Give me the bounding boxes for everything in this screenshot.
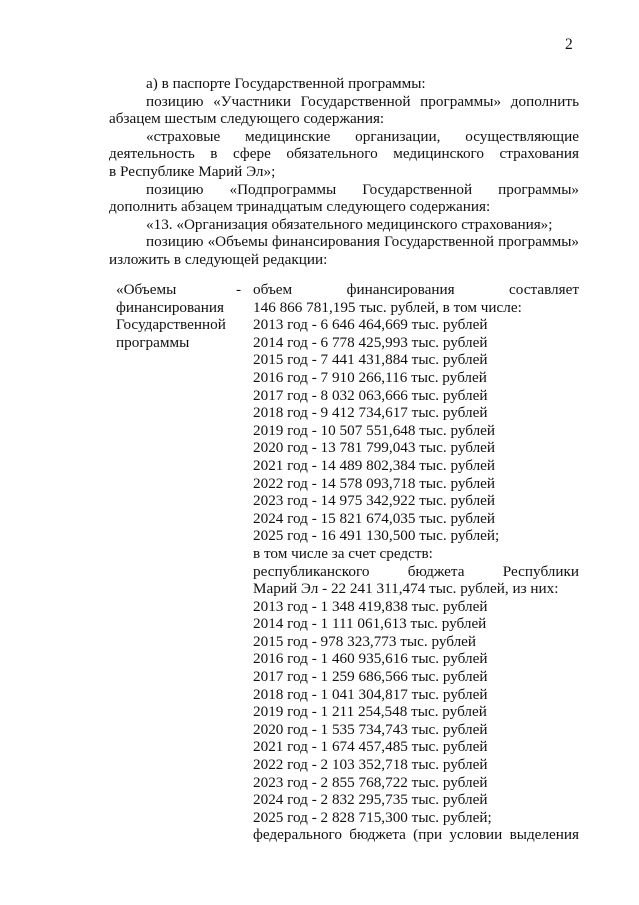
year-amount-line: 2017 год - 8 032 063,666 тыс. рублей bbox=[253, 386, 488, 404]
label-line: финансирования bbox=[116, 298, 224, 316]
text-line: «страховые медицинские организации, осуществляющие bbox=[146, 127, 579, 145]
text-line: позицию «Подпрограммы Государственной программы» bbox=[146, 180, 579, 198]
regional-years-list bbox=[253, 598, 579, 827]
year-amount-line: 2017 год - 1 259 686,566 тыс. рублей bbox=[253, 668, 488, 686]
sources-line: в том числе за счет средств: bbox=[253, 544, 433, 562]
year-amount-line: 2024 год - 15 821 674,035 тыс. рублей bbox=[253, 509, 496, 527]
year-amount-line: 2018 год - 1 041 304,817 тыс. рублей bbox=[253, 685, 488, 703]
text-line: в Республике Марий Эл»; bbox=[109, 162, 276, 180]
text-line: изложить в следующей редакции: bbox=[109, 250, 328, 268]
year-amount-line: 2018 год - 9 412 734,617 тыс. рублей bbox=[253, 404, 488, 422]
year-amount-line: 2023 год - 2 855 768,722 тыс. рублей bbox=[253, 773, 488, 791]
total-line: 146 866 781,195 тыс. рублей, в том числе: bbox=[253, 298, 522, 316]
total-years-list bbox=[253, 316, 579, 545]
year-amount-line: 2015 год - 7 441 431,884 тыс. рублей bbox=[253, 351, 488, 369]
year-amount-line: 2019 год - 10 507 551,648 тыс. рублей bbox=[253, 421, 496, 439]
text-line: позицию «Участники Государственной программы» дополнить bbox=[146, 92, 579, 110]
total-line: объем финансирования составляет bbox=[253, 281, 579, 298]
year-amount-line: 2020 год - 1 535 734,743 тыс. рублей bbox=[253, 720, 488, 738]
item-a-heading: а) в паспорте Государственной программы: bbox=[146, 75, 426, 92]
year-amount-line: 2022 год - 14 578 093,718 тыс. рублей bbox=[253, 474, 496, 492]
year-amount-line: 2021 год - 1 674 457,485 тыс. рублей bbox=[253, 738, 488, 756]
year-amount-line: 2016 год - 1 460 935,616 тыс. рублей bbox=[253, 650, 488, 668]
federal-line: федерального бюджета (при условии выделения bbox=[253, 826, 579, 844]
year-amount-line: 2016 год - 7 910 266,116 тыс. рублей bbox=[253, 368, 487, 386]
year-amount-line: 2014 год - 6 778 425,993 тыс. рублей bbox=[253, 333, 488, 351]
text-line: абзацем шестым следующего содержания: bbox=[109, 110, 385, 128]
text-line: позицию «Объемы финансирования Государственной программы» bbox=[146, 233, 579, 251]
year-amount-line: 2020 год - 13 781 799,043 тыс. рублей bbox=[253, 439, 496, 457]
text-line: дополнить абзацем тринадцатым следующего содержания: bbox=[109, 198, 491, 216]
year-amount-line: 2025 год - 16 491 130,500 тыс. рублей; bbox=[253, 527, 500, 545]
year-amount-line: 2023 год - 14 975 342,922 тыс. рублей bbox=[253, 492, 496, 510]
paragraph-funding-volumes bbox=[109, 233, 579, 268]
year-amount-line: 2015 год - 978 323,773 тыс. рублей bbox=[253, 632, 477, 650]
year-amount-line: 2021 год - 14 489 802,384 тыс. рублей bbox=[253, 456, 496, 474]
year-amount-line: 2013 год - 6 646 464,669 тыс. рублей bbox=[253, 316, 488, 334]
year-amount-line: 2014 год - 1 111 061,613 тыс. рублей bbox=[253, 615, 487, 633]
paragraph-participants bbox=[109, 93, 579, 128]
label-line: Государственной bbox=[116, 316, 226, 334]
label-line: программы bbox=[116, 333, 190, 351]
funding-table-label bbox=[116, 281, 244, 351]
table-dash: - bbox=[236, 281, 242, 298]
year-amount-line: 2019 год - 1 211 254,548 тыс. рублей bbox=[253, 703, 487, 721]
funding-table-values bbox=[253, 281, 579, 844]
year-amount-line: 2022 год - 2 103 352,718 тыс. рублей bbox=[253, 756, 488, 774]
label-line: «Объемы bbox=[116, 281, 177, 298]
text-line: деятельность в сфере обязательного медицинского страхования bbox=[109, 145, 579, 163]
year-amount-line: 2013 год - 1 348 419,838 тыс. рублей bbox=[253, 597, 488, 615]
regional-line: республиканского бюджета Республики bbox=[253, 562, 579, 580]
page-number: 2 bbox=[565, 36, 573, 53]
year-amount-line: 2025 год - 2 828 715,300 тыс. рублей; bbox=[253, 808, 492, 826]
regional-line: Марий Эл - 22 241 311,474 тыс. рублей, из них: bbox=[253, 580, 559, 598]
paragraph-item-13: «13. «Организация обязательного медицинского страхования»; bbox=[146, 215, 553, 233]
paragraph-insurance-orgs bbox=[109, 128, 579, 181]
paragraph-subprograms bbox=[109, 181, 579, 216]
year-amount-line: 2024 год - 2 832 295,735 тыс. рублей bbox=[253, 791, 488, 809]
amendment-text bbox=[109, 75, 579, 269]
